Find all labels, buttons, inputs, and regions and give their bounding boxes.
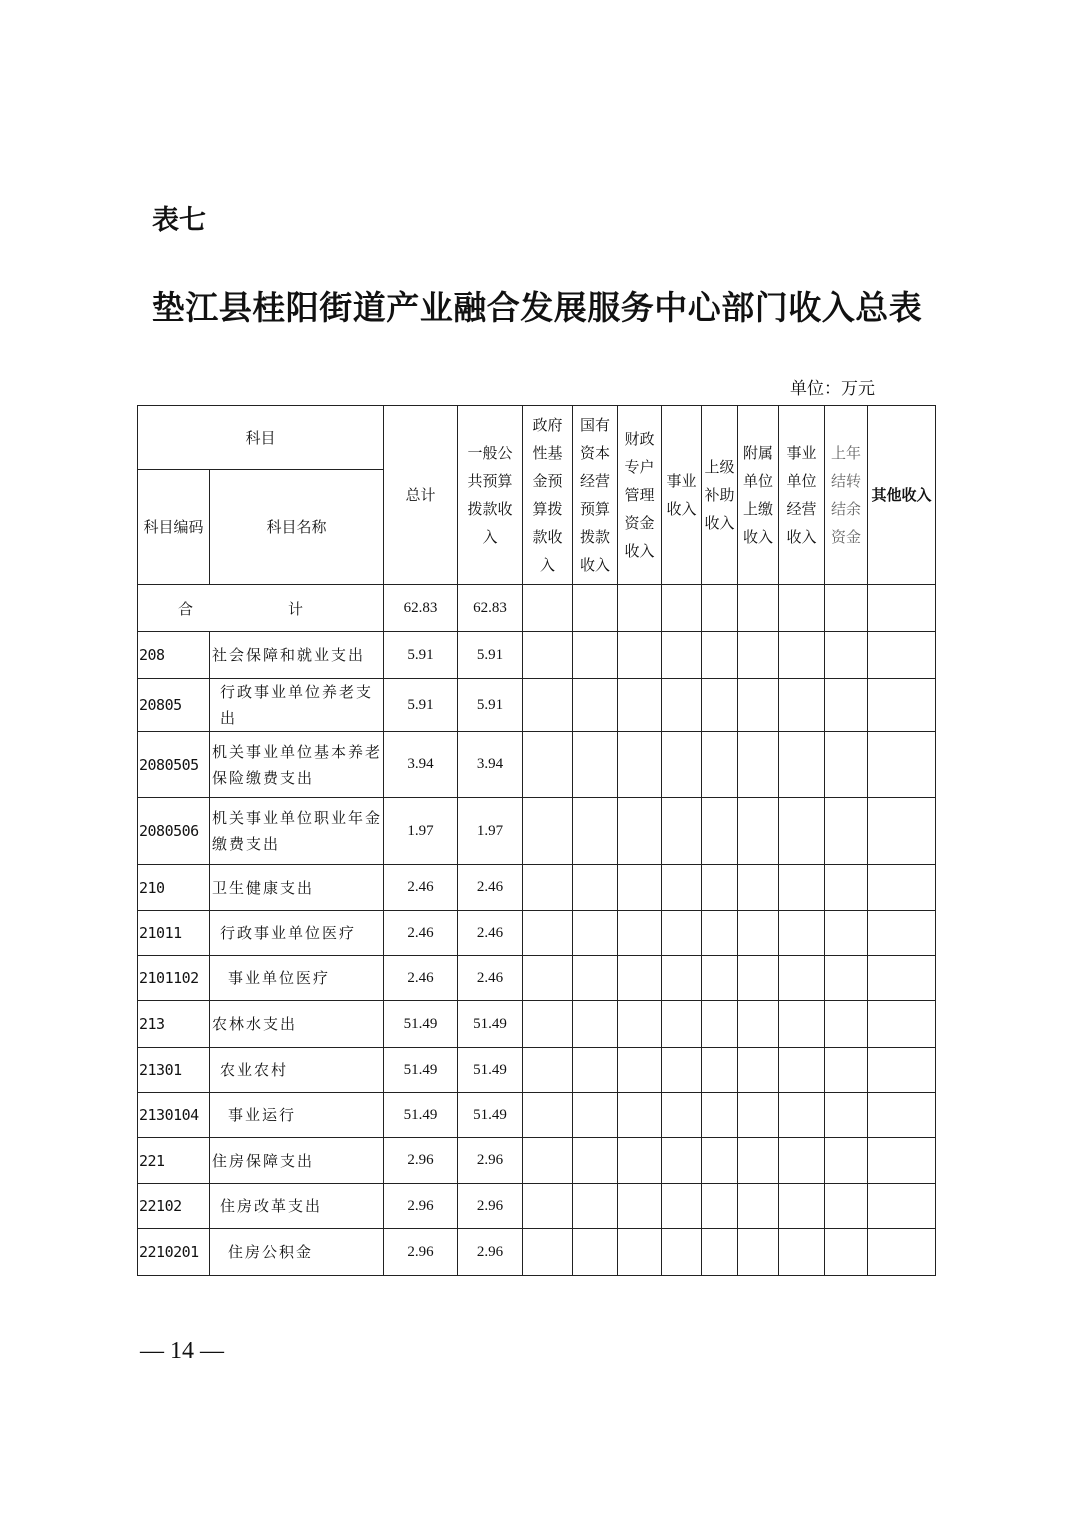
total-cell: 62.83 — [384, 585, 458, 632]
empty-cell — [738, 732, 779, 798]
empty-cell — [779, 911, 825, 956]
empty-cell — [868, 632, 936, 679]
table-row — [138, 956, 936, 1001]
table-header — [138, 406, 936, 585]
unit-label: 单位：万元 — [790, 379, 875, 399]
general-budget-cell: 2.46 — [458, 956, 523, 1001]
header-subject: 科目 — [138, 406, 384, 470]
empty-cell — [523, 1001, 573, 1048]
empty-cell — [702, 679, 738, 732]
empty-cell — [662, 798, 702, 865]
table-row — [138, 1001, 936, 1048]
general-cell: 62.83 — [458, 585, 523, 632]
table-row — [138, 1184, 936, 1229]
header-carryover: 上年 结转 结余 资金 — [825, 406, 868, 585]
empty-cell — [618, 911, 662, 956]
empty-cell — [662, 1184, 702, 1229]
empty-cell — [825, 865, 868, 911]
empty-cell — [779, 1093, 825, 1138]
empty-cell — [523, 865, 573, 911]
header-gov-fund: 政府 性基 金预 算拨 款收 入 — [523, 406, 573, 585]
subject-name-cell: 住房改革支出 — [210, 1184, 384, 1229]
empty-cell — [618, 1138, 662, 1184]
total-cell: 3.94 — [384, 732, 458, 798]
table-row — [138, 865, 936, 911]
subject-name-cell: 农林水支出 — [210, 1001, 384, 1048]
subject-code-cell: 21301 — [138, 1048, 210, 1093]
subject-name-cell: 事业运行 — [210, 1093, 384, 1138]
empty-cell — [779, 632, 825, 679]
subject-code-cell: 20805 — [138, 679, 210, 732]
subject-code-cell: 221 — [138, 1138, 210, 1184]
empty-cell — [738, 1093, 779, 1138]
table-row — [138, 1138, 936, 1184]
subject-name-cell: 行政事业单位医疗 — [210, 911, 384, 956]
empty-cell — [825, 1093, 868, 1138]
empty-cell — [779, 1001, 825, 1048]
empty-cell — [618, 1048, 662, 1093]
empty-cell — [779, 1138, 825, 1184]
empty-cell — [573, 732, 618, 798]
total-cell: 51.49 — [384, 1048, 458, 1093]
empty-cell — [825, 1184, 868, 1229]
subject-name-cell: 行政事业单位养老支出 — [210, 679, 384, 732]
empty-cell — [618, 798, 662, 865]
subject-code-cell: 21011 — [138, 911, 210, 956]
subject-code-cell: 208 — [138, 632, 210, 679]
empty-cell — [779, 732, 825, 798]
page-number: — 14 — — [140, 1338, 224, 1364]
empty-cell — [738, 798, 779, 865]
general-budget-cell: 2.96 — [458, 1184, 523, 1229]
total-cell: 51.49 — [384, 1093, 458, 1138]
empty-cell — [662, 1048, 702, 1093]
empty-cell — [573, 798, 618, 865]
empty-cell — [523, 956, 573, 1001]
subject-name-cell: 农业农村 — [210, 1048, 384, 1093]
header-code: 科目编码 — [138, 470, 210, 585]
empty-cell — [779, 679, 825, 732]
empty-cell — [868, 911, 936, 956]
empty-cell — [702, 632, 738, 679]
empty-cell — [618, 1184, 662, 1229]
income-summary-table — [137, 405, 936, 1276]
table-row — [138, 911, 936, 956]
subject-name-cell: 卫生健康支出 — [210, 865, 384, 911]
empty-cell — [523, 1229, 573, 1276]
header-name: 科目名称 — [210, 470, 384, 585]
general-budget-cell: 51.49 — [458, 1001, 523, 1048]
empty-cell — [702, 1093, 738, 1138]
empty-cell — [573, 956, 618, 1001]
empty-cell — [618, 1001, 662, 1048]
empty-cell — [662, 632, 702, 679]
general-budget-cell: 51.49 — [458, 1093, 523, 1138]
empty-cell — [702, 732, 738, 798]
general-budget-cell: 2.96 — [458, 1229, 523, 1276]
total-cell: 5.91 — [384, 632, 458, 679]
header-fiscal-special: 财政 专户 管理 资金 收入 — [618, 406, 662, 585]
empty-cell — [868, 865, 936, 911]
subject-name-cell: 事业单位医疗 — [210, 956, 384, 1001]
table-row — [138, 798, 936, 865]
empty-cell — [738, 1229, 779, 1276]
empty-cell — [523, 732, 573, 798]
empty-cell — [573, 632, 618, 679]
empty-cell — [523, 911, 573, 956]
empty-cell — [662, 679, 702, 732]
empty-cell — [573, 911, 618, 956]
subject-code-cell: 22102 — [138, 1184, 210, 1229]
table-row — [138, 1048, 936, 1093]
empty-cell — [702, 1048, 738, 1093]
header-general-budget: 一般公 共预算 拨款收 入 — [458, 406, 523, 585]
empty-cell — [573, 1001, 618, 1048]
empty-cell — [523, 1093, 573, 1138]
header-business-operating: 事业 单位 经营 收入 — [779, 406, 825, 585]
empty-cell — [573, 1093, 618, 1138]
empty-cell — [738, 632, 779, 679]
subject-name-cell: 机关事业单位基本养老保险缴费支出 — [210, 732, 384, 798]
subject-name-cell: 住房保障支出 — [210, 1138, 384, 1184]
subject-name-cell: 机关事业单位职业年金缴费支出 — [210, 798, 384, 865]
general-budget-cell: 2.96 — [458, 1138, 523, 1184]
empty-cell — [825, 911, 868, 956]
empty-cell — [702, 1184, 738, 1229]
subject-code-cell: 213 — [138, 1001, 210, 1048]
empty-cell — [738, 1001, 779, 1048]
total-cell: 2.96 — [384, 1138, 458, 1184]
empty-cell — [573, 1138, 618, 1184]
total-cell: 1.97 — [384, 798, 458, 865]
empty-cell — [779, 798, 825, 865]
empty-cell — [662, 1093, 702, 1138]
empty-cell — [738, 956, 779, 1001]
empty-cell — [779, 1184, 825, 1229]
subject-name-cell: 住房公积金 — [210, 1229, 384, 1276]
empty-cell — [662, 865, 702, 911]
empty-cell — [702, 798, 738, 865]
total-cell: 5.91 — [384, 679, 458, 732]
empty-cell — [868, 679, 936, 732]
empty-cell — [779, 956, 825, 1001]
empty-cell — [702, 911, 738, 956]
empty-cell — [523, 1138, 573, 1184]
table-row — [138, 679, 936, 732]
total-cell: 2.46 — [384, 956, 458, 1001]
empty-cell — [779, 1229, 825, 1276]
empty-cell — [825, 798, 868, 865]
document-title: 垫江县桂阳街道产业融合发展服务中心部门收入总表 — [151, 288, 923, 327]
total-cell: 2.46 — [384, 911, 458, 956]
empty-cell — [868, 1093, 936, 1138]
general-budget-cell: 5.91 — [458, 679, 523, 732]
empty-cell — [738, 1138, 779, 1184]
empty-cell — [702, 956, 738, 1001]
empty-cell — [702, 865, 738, 911]
table-row — [138, 632, 936, 679]
empty-cell — [573, 1184, 618, 1229]
empty-cell — [573, 1048, 618, 1093]
general-budget-cell: 2.46 — [458, 865, 523, 911]
general-budget-cell: 5.91 — [458, 632, 523, 679]
total-cell: 51.49 — [384, 1001, 458, 1048]
empty-cell — [573, 1229, 618, 1276]
empty-cell — [779, 865, 825, 911]
empty-cell — [523, 1184, 573, 1229]
subject-code-cell: 2210201 — [138, 1229, 210, 1276]
header-state-capital: 国有 资本 经营 预算 拨款 收入 — [573, 406, 618, 585]
empty-cell — [825, 1229, 868, 1276]
empty-cell — [662, 956, 702, 1001]
total-row — [138, 585, 936, 632]
empty-cell — [618, 956, 662, 1001]
empty-cell — [868, 798, 936, 865]
empty-cell — [738, 679, 779, 732]
subject-code-cell: 2101102 — [138, 956, 210, 1001]
subject-name-cell: 社会保障和就业支出 — [210, 632, 384, 679]
empty-cell — [868, 1229, 936, 1276]
empty-cell — [662, 1229, 702, 1276]
empty-cell — [868, 1138, 936, 1184]
empty-cell — [825, 1048, 868, 1093]
table-label: 表七 — [152, 205, 206, 236]
header-superior-subsidy: 上级 补助 收入 — [702, 406, 738, 585]
subject-code-cell: 2080506 — [138, 798, 210, 865]
empty-cell — [618, 732, 662, 798]
empty-cell — [702, 1138, 738, 1184]
empty-cell — [868, 732, 936, 798]
table-row — [138, 1229, 936, 1276]
empty-cell — [618, 632, 662, 679]
empty-cell — [868, 1184, 936, 1229]
empty-cell — [738, 1184, 779, 1229]
general-budget-cell: 3.94 — [458, 732, 523, 798]
empty-cell — [523, 1048, 573, 1093]
empty-cell — [868, 1001, 936, 1048]
subject-code-cell: 2080505 — [138, 732, 210, 798]
empty-cell — [662, 911, 702, 956]
subject-code-cell: 210 — [138, 865, 210, 911]
empty-cell — [573, 865, 618, 911]
total-label: 合 计 — [138, 585, 384, 632]
total-cell: 2.96 — [384, 1229, 458, 1276]
empty-cell — [523, 679, 573, 732]
empty-cell — [662, 732, 702, 798]
general-budget-cell: 2.46 — [458, 911, 523, 956]
table-body — [138, 585, 936, 1276]
table-row — [138, 732, 936, 798]
empty-cell — [702, 1229, 738, 1276]
empty-cell — [825, 679, 868, 732]
header-other: 其他收入 — [868, 406, 936, 585]
subject-code-cell: 2130104 — [138, 1093, 210, 1138]
header-business-income: 事业 收入 — [662, 406, 702, 585]
empty-cell — [662, 1138, 702, 1184]
empty-cell — [738, 865, 779, 911]
empty-cell — [738, 1048, 779, 1093]
empty-cell — [662, 1001, 702, 1048]
empty-cell — [523, 798, 573, 865]
total-cell: 2.96 — [384, 1184, 458, 1229]
empty-cell — [825, 1001, 868, 1048]
empty-cell — [702, 1001, 738, 1048]
empty-cell — [825, 1138, 868, 1184]
empty-cell — [618, 865, 662, 911]
empty-cell — [618, 679, 662, 732]
header-total: 总计 — [384, 406, 458, 585]
empty-cell — [738, 911, 779, 956]
empty-cell — [618, 1093, 662, 1138]
empty-cell — [825, 732, 868, 798]
table-row — [138, 1093, 936, 1138]
empty-cell — [825, 632, 868, 679]
empty-cell — [868, 956, 936, 1001]
empty-cell — [868, 1048, 936, 1093]
general-budget-cell: 51.49 — [458, 1048, 523, 1093]
empty-cell — [825, 956, 868, 1001]
empty-cell — [779, 1048, 825, 1093]
empty-cell — [618, 1229, 662, 1276]
empty-cell — [573, 679, 618, 732]
header-affiliated-payment: 附属 单位 上缴 收入 — [738, 406, 779, 585]
total-cell: 2.46 — [384, 865, 458, 911]
general-budget-cell: 1.97 — [458, 798, 523, 865]
empty-cell — [523, 632, 573, 679]
